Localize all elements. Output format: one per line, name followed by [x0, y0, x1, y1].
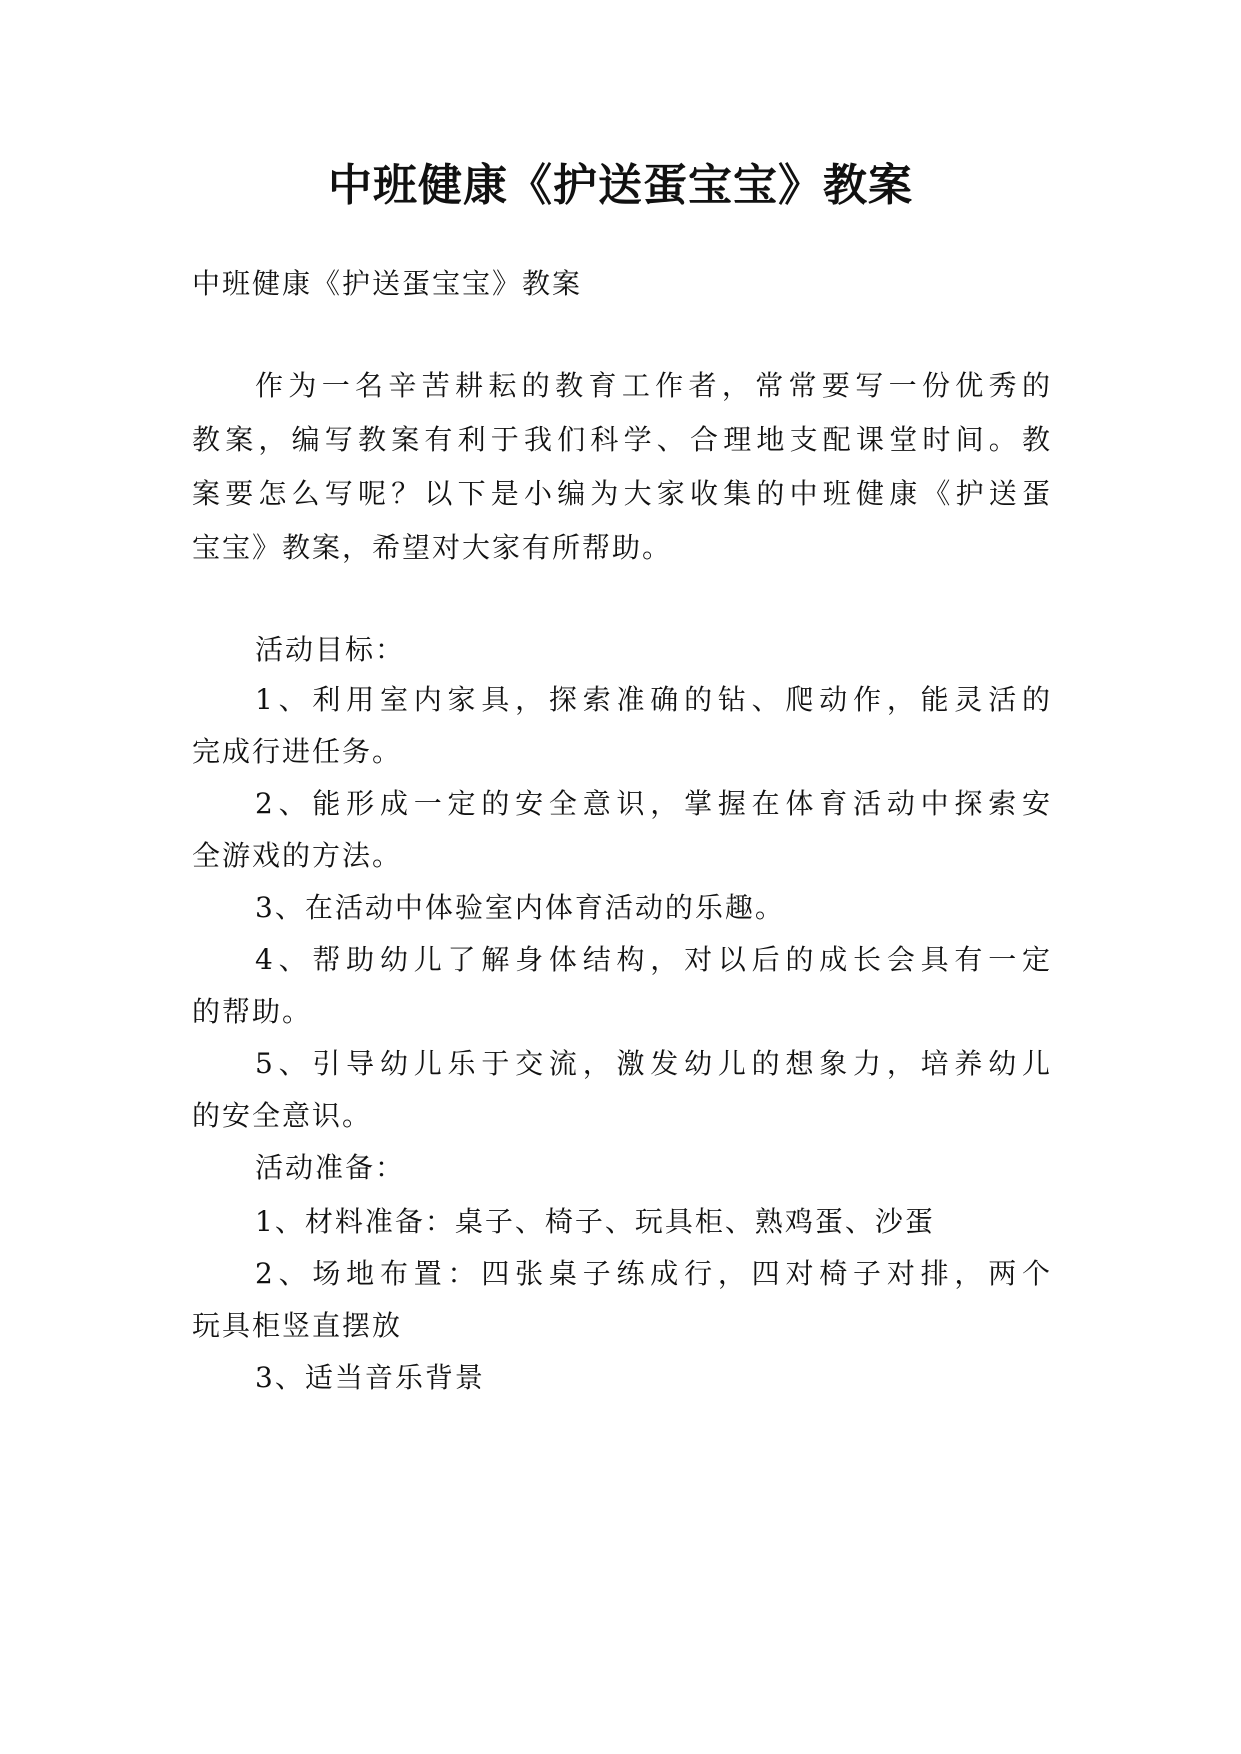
intro-line: 作为一名辛苦耕耘的教育工作者，常常要写一份优秀的 — [255, 369, 1052, 402]
prep-heading: 活动准备： — [255, 1151, 406, 1184]
document-title: 中班健康《护送蛋宝宝》教案 — [328, 160, 913, 211]
intro-line: 教案，编写教案有利于我们科学、合理地支配课堂时间。教 — [192, 423, 1052, 456]
prep-item-continued: 玩具柜竖直摆放 — [192, 1309, 403, 1342]
document-subtitle: 中班健康《护送蛋宝宝》教案 — [192, 267, 583, 300]
prep-item: 2、场地布置：四张桌子练成行，四对椅子对排，两个 — [255, 1257, 1052, 1290]
goal-item: 2、能形成一定的安全意识，掌握在体育活动中探索安 — [255, 787, 1052, 820]
prep-item: 3、适当音乐背景 — [255, 1361, 485, 1394]
goal-item-continued: 完成行进任务。 — [192, 735, 403, 768]
intro-line: 案要怎么写呢？以下是小编为大家收集的中班健康《护送蛋 — [192, 477, 1052, 510]
prep-item: 1、材料准备：桌子、椅子、玩具柜、熟鸡蛋、沙蛋 — [255, 1205, 935, 1238]
goal-item: 1、利用室内家具，探索准确的钻、爬动作，能灵活的 — [255, 683, 1052, 716]
goal-item-continued: 的安全意识。 — [192, 1099, 373, 1132]
goal-item: 3、在活动中体验室内体育活动的乐趣。 — [255, 891, 785, 924]
goal-item: 5、引导幼儿乐于交流，激发幼儿的想象力，培养幼儿 — [255, 1047, 1052, 1080]
goal-item-continued: 全游戏的方法。 — [192, 839, 403, 872]
goals-heading: 活动目标： — [255, 633, 406, 666]
intro-line: 宝宝》教案，希望对大家有所帮助。 — [192, 531, 673, 564]
goal-item-continued: 的帮助。 — [192, 995, 313, 1028]
goal-item: 4、帮助幼儿了解身体结构，对以后的成长会具有一定 — [255, 943, 1052, 976]
